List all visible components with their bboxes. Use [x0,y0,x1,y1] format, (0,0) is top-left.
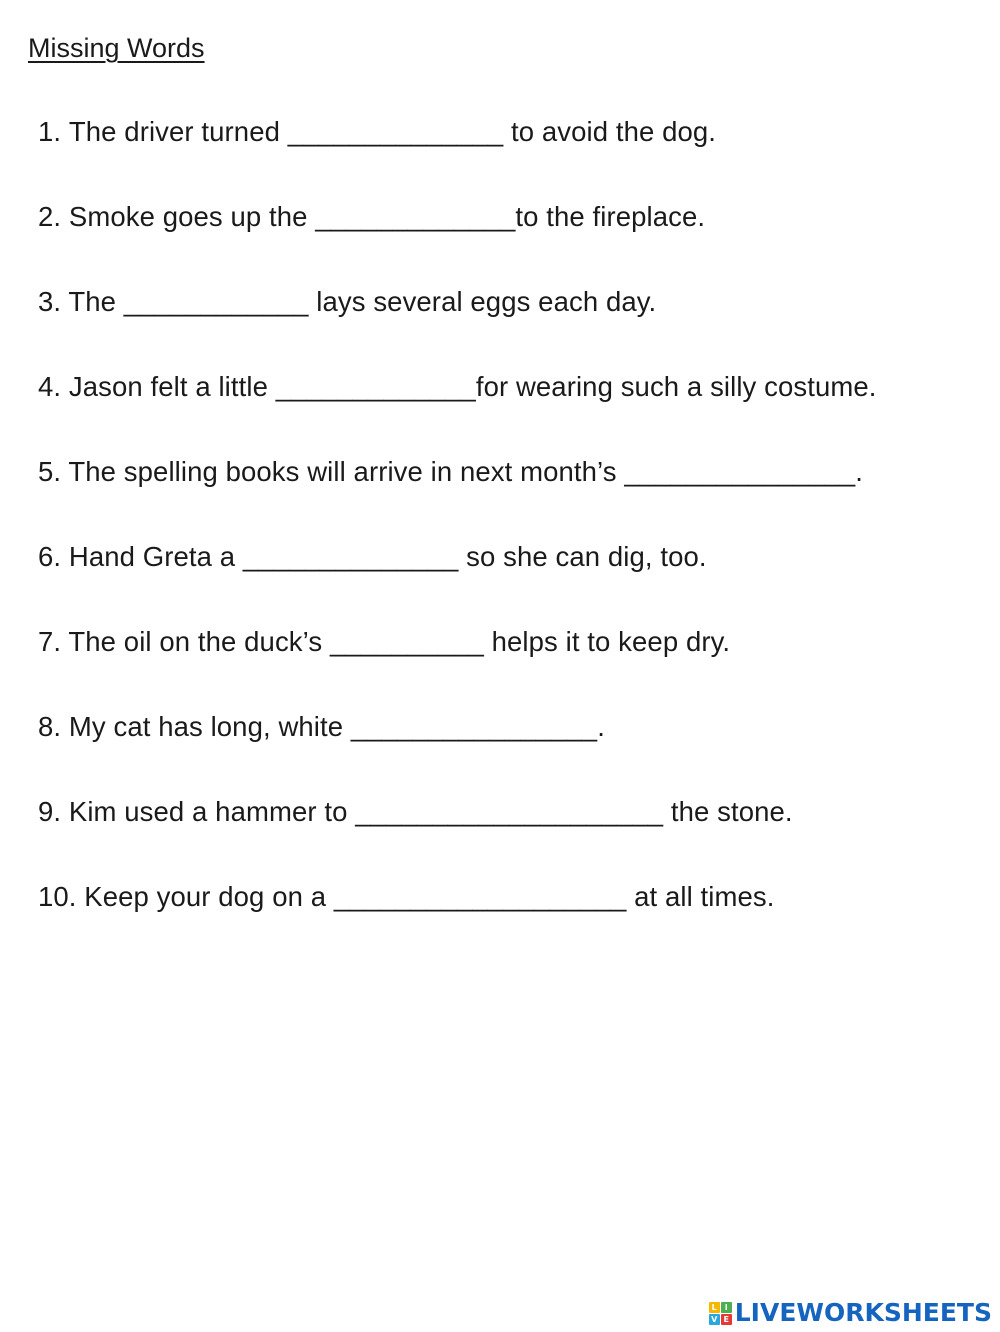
liveworksheets-logo-icon [709,1302,732,1325]
liveworksheets-logo [709,1300,992,1326]
question-5: 5. The spelling books will arrive in next month’s _______________. [38,456,864,487]
question-6: 6. Hand Greta a ______________ so she can dig, too. [38,541,707,572]
question-8: 8. My cat has long, white ________________. [38,711,605,742]
logo-tile-v: V [709,1314,720,1325]
question-4: 4. Jason felt a little _____________for wearing such a silly costume. [38,371,877,402]
logo-tile-l: L [709,1302,720,1313]
question-7: 7. The oil on the duck’s __________ helps it to keep dry. [38,626,731,657]
question-10: 10. Keep your dog on a ___________________ at all times. [38,881,775,912]
question-1: 1. The driver turned ______________ to avoid the dog. [38,116,717,147]
worksheet-title: Missing Words [28,33,205,63]
logo-tile-i: I [721,1302,732,1313]
question-3: 3. The ____________ lays several eggs each day. [38,286,657,317]
question-2: 2. Smoke goes up the _____________to the fireplace. [38,201,706,232]
liveworksheets-logo-text: LIVEWORKSHEETS [734,1298,992,1327]
logo-tile-e: E [721,1314,732,1325]
question-9: 9. Kim used a hammer to ____________________ the stone. [38,796,793,827]
